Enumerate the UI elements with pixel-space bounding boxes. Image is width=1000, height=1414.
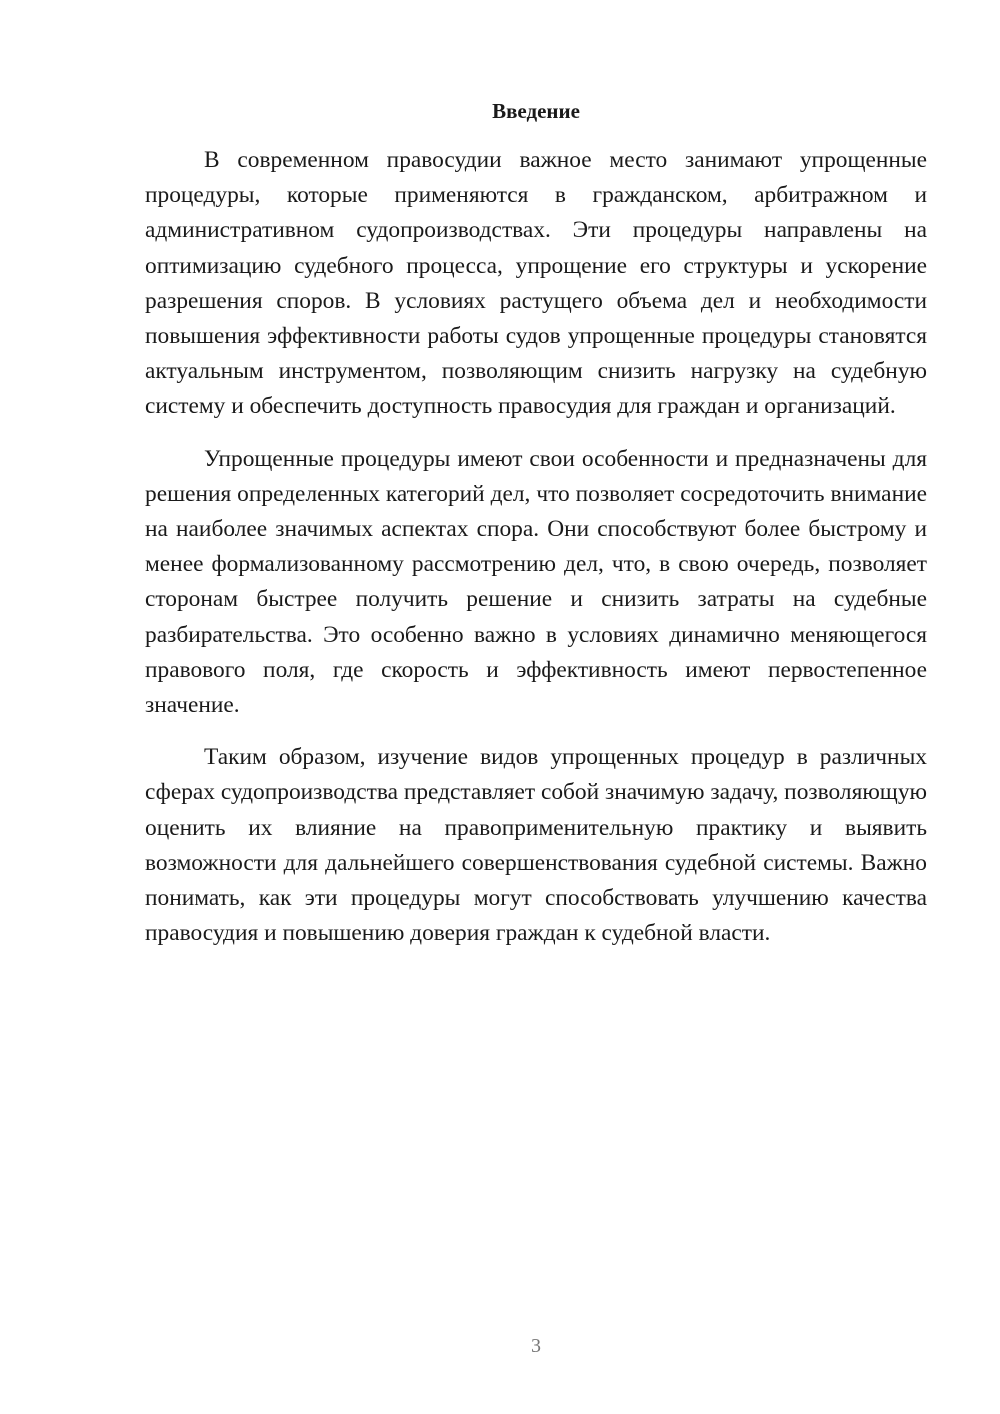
paragraph-3: Таким образом, изучение видов упрощенных процедур в различных сферах судопроизводства представляет собой значимую задачу, позволяющую оценить их влияние на правоприменительную практику и выявить возможности для дальнейшего совершенствования судебной системы. Важно понимать, как эти процедуры могут способствовать улучшению качества правосудия и повышению доверия граждан к судебной власти. <box>145 744 927 947</box>
section-heading: Введение <box>492 99 580 123</box>
paragraph-2: Упрощенные процедуры имеют свои особенности и предназначены для решения определенных категорий дел, что позволяет сосредоточить внимание на наиболее значимых аспектах спора. Они способствуют более быстрому и менее формализованному рассмотрению дел, что, в свою очередь, позволяет сторонам быстрее получить решение и снизить затраты на судебные разбирательства. Это особенно важно в условиях динамично меняющегося правового поля, где скорость и эффективность имеют первостепенное значение. <box>145 445 927 719</box>
paragraph-1: В современном правосудии важное место занимают упрощенные процедуры, которые применяются в гражданском, арбитражном и административном судопроизводствах. Эти процедуры направлены на оптимизацию судебного процесса, упрощение его структуры и ускорение разрешения споров. В условиях растущего объема дел и необходимости повышения эффективности работы судов упрощенные процедуры становятся актуальным инструментом, позволяющим снизить нагрузку на судебную систему и обеспечить доступность правосудия для граждан и организаций. <box>145 147 927 420</box>
body-text <box>145 143 927 951</box>
page-number: 3 <box>531 1335 541 1357</box>
